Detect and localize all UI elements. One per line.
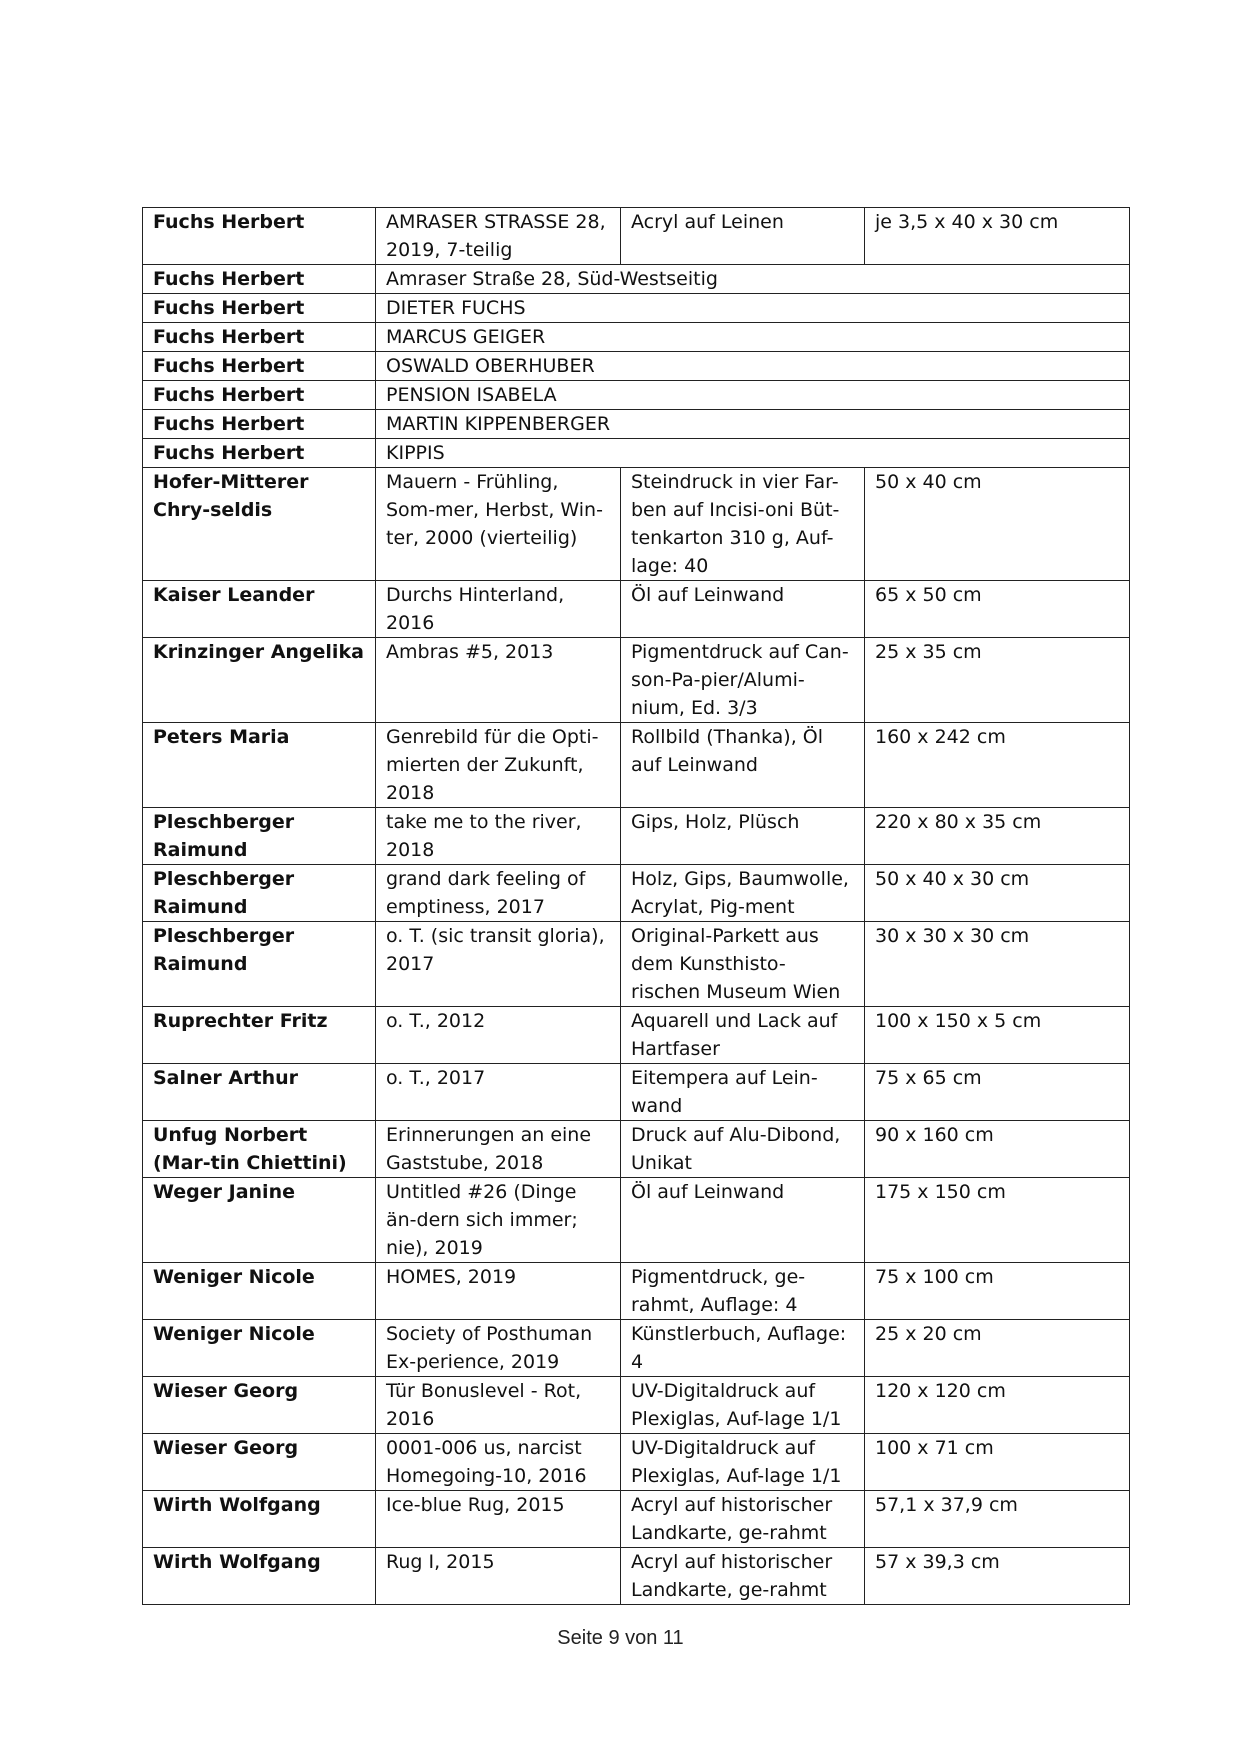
size-cell: 160 x 242 cm: [865, 723, 1130, 808]
table-row: [143, 265, 1130, 294]
artist-cell: Fuchs Herbert: [143, 439, 376, 468]
artist-cell: Pleschberger Raimund: [143, 808, 376, 865]
title-cell: Erinnerungen an eine Gaststube, 2018: [376, 1121, 621, 1178]
medium-cell: Druck auf Alu-Dibond, Unikat: [621, 1121, 865, 1178]
title-cell: grand dark feeling of emptiness, 2017: [376, 865, 621, 922]
size-cell: 100 x 150 x 5 cm: [865, 1007, 1130, 1064]
artist-cell: Fuchs Herbert: [143, 352, 376, 381]
artist-cell: Weniger Nicole: [143, 1263, 376, 1320]
table-row: [143, 1491, 1130, 1548]
title-cell: OSWALD OBERHUBER: [376, 352, 1130, 381]
title-cell: Tür Bonuslevel - Rot, 2016: [376, 1377, 621, 1434]
title-cell: Ice-blue Rug, 2015: [376, 1491, 621, 1548]
table-row: [143, 1548, 1130, 1605]
size-cell: 65 x 50 cm: [865, 581, 1130, 638]
title-cell: DIETER FUCHS: [376, 294, 1130, 323]
artist-cell: Wieser Georg: [143, 1434, 376, 1491]
artist-cell: Pleschberger Raimund: [143, 865, 376, 922]
artist-cell: Peters Maria: [143, 723, 376, 808]
size-cell: je 3,5 x 40 x 30 cm: [865, 208, 1130, 265]
medium-cell: Öl auf Leinwand: [621, 581, 865, 638]
table-row: [143, 1064, 1130, 1121]
size-cell: 175 x 150 cm: [865, 1178, 1130, 1263]
title-cell: o. T., 2012: [376, 1007, 621, 1064]
size-cell: 57 x 39,3 cm: [865, 1548, 1130, 1605]
artworks-table: [142, 207, 1130, 1605]
size-cell: 50 x 40 cm: [865, 468, 1130, 581]
medium-cell: Gips, Holz, Plüsch: [621, 808, 865, 865]
artist-cell: Fuchs Herbert: [143, 381, 376, 410]
title-cell: MARTIN KIPPENBERGER: [376, 410, 1130, 439]
size-cell: 25 x 35 cm: [865, 638, 1130, 723]
table-row: [143, 1178, 1130, 1263]
page-number: Seite 9 von 11: [557, 1627, 684, 1649]
title-cell: HOMES, 2019: [376, 1263, 621, 1320]
medium-cell: Original-Parkett aus dem Kunsthisto-rischen Museum Wien: [621, 922, 865, 1007]
title-cell: Amraser Straße 28, Süd-Westseitig: [376, 265, 1130, 294]
artist-cell: Kaiser Leander: [143, 581, 376, 638]
size-cell: 100 x 71 cm: [865, 1434, 1130, 1491]
title-cell: Ambras #5, 2013: [376, 638, 621, 723]
size-cell: 25 x 20 cm: [865, 1320, 1130, 1377]
table-row: [143, 1377, 1130, 1434]
artist-cell: Fuchs Herbert: [143, 265, 376, 294]
table-row: [143, 352, 1130, 381]
artworks-table-body: [143, 208, 1130, 1605]
medium-cell: Holz, Gips, Baumwolle, Acrylat, Pig-ment: [621, 865, 865, 922]
medium-cell: Acryl auf historischer Landkarte, ge-rahmt: [621, 1491, 865, 1548]
title-cell: PENSION ISABELA: [376, 381, 1130, 410]
size-cell: 220 x 80 x 35 cm: [865, 808, 1130, 865]
table-row: [143, 468, 1130, 581]
medium-cell: Aquarell und Lack auf Hartfaser: [621, 1007, 865, 1064]
medium-cell: Öl auf Leinwand: [621, 1178, 865, 1263]
table-row: [143, 323, 1130, 352]
artist-cell: Ruprechter Fritz: [143, 1007, 376, 1064]
size-cell: 50 x 40 x 30 cm: [865, 865, 1130, 922]
artist-cell: Weger Janine: [143, 1178, 376, 1263]
title-cell: Society of Posthuman Ex-perience, 2019: [376, 1320, 621, 1377]
medium-cell: Pigmentdruck auf Can-son-Pa-pier/Alumi-nium, Ed. 3/3: [621, 638, 865, 723]
artist-cell: Fuchs Herbert: [143, 410, 376, 439]
table-row: [143, 1434, 1130, 1491]
artist-cell: Wieser Georg: [143, 1377, 376, 1434]
table-row: [143, 1263, 1130, 1320]
medium-cell: UV-Digitaldruck auf Plexiglas, Auf-lage 1/1: [621, 1377, 865, 1434]
medium-cell: Rollbild (Thanka), Öl auf Leinwand: [621, 723, 865, 808]
table-row: [143, 865, 1130, 922]
medium-cell: Steindruck in vier Far-ben auf Incisi-oni Büt-tenkarton 310 g, Auf-lage: 40: [621, 468, 865, 581]
artist-cell: Unfug Norbert (Mar-tin Chiettini): [143, 1121, 376, 1178]
title-cell: 0001-006 us, narcist Homegoing-10, 2016: [376, 1434, 621, 1491]
table-row: [143, 1320, 1130, 1377]
table-row: [143, 638, 1130, 723]
title-cell: MARCUS GEIGER: [376, 323, 1130, 352]
size-cell: 30 x 30 x 30 cm: [865, 922, 1130, 1007]
table-row: [143, 1121, 1130, 1178]
size-cell: 120 x 120 cm: [865, 1377, 1130, 1434]
title-cell: Rug I, 2015: [376, 1548, 621, 1605]
artist-cell: Weniger Nicole: [143, 1320, 376, 1377]
table-row: [143, 208, 1130, 265]
table-row: [143, 581, 1130, 638]
medium-cell: Acryl auf Leinen: [621, 208, 865, 265]
medium-cell: Pigmentdruck, ge-rahmt, Auflage: 4: [621, 1263, 865, 1320]
title-cell: o. T., 2017: [376, 1064, 621, 1121]
artist-cell: Fuchs Herbert: [143, 323, 376, 352]
artist-cell: Fuchs Herbert: [143, 208, 376, 265]
table-row: [143, 410, 1130, 439]
table-row: [143, 381, 1130, 410]
table-row: [143, 294, 1130, 323]
medium-cell: UV-Digitaldruck auf Plexiglas, Auf-lage 1/1: [621, 1434, 865, 1491]
artist-cell: Wirth Wolfgang: [143, 1491, 376, 1548]
title-cell: AMRASER STRASSE 28, 2019, 7-teilig: [376, 208, 621, 265]
size-cell: 75 x 100 cm: [865, 1263, 1130, 1320]
title-cell: Mauern - Frühling, Som-mer, Herbst, Win-ter, 2000 (vierteilig): [376, 468, 621, 581]
title-cell: Durchs Hinterland, 2016: [376, 581, 621, 638]
medium-cell: Acryl auf historischer Landkarte, ge-rahmt: [621, 1548, 865, 1605]
table-row: [143, 1007, 1130, 1064]
artist-cell: Wirth Wolfgang: [143, 1548, 376, 1605]
table-row: [143, 922, 1130, 1007]
artist-cell: Salner Arthur: [143, 1064, 376, 1121]
title-cell: Genrebild für die Opti-mierten der Zukunft, 2018: [376, 723, 621, 808]
table-row: [143, 723, 1130, 808]
size-cell: 57,1 x 37,9 cm: [865, 1491, 1130, 1548]
title-cell: Untitled #26 (Dinge än-dern sich immer; nie), 2019: [376, 1178, 621, 1263]
title-cell: KIPPIS: [376, 439, 1130, 468]
table-row: [143, 439, 1130, 468]
title-cell: o. T. (sic transit gloria), 2017: [376, 922, 621, 1007]
artist-cell: Fuchs Herbert: [143, 294, 376, 323]
artist-cell: Krinzinger Angelika: [143, 638, 376, 723]
medium-cell: Künstlerbuch, Auflage: 4: [621, 1320, 865, 1377]
medium-cell: Eitempera auf Lein-wand: [621, 1064, 865, 1121]
artist-cell: Pleschberger Raimund: [143, 922, 376, 1007]
size-cell: 90 x 160 cm: [865, 1121, 1130, 1178]
table-row: [143, 808, 1130, 865]
artist-cell: Hofer-Mitterer Chry-seldis: [143, 468, 376, 581]
title-cell: take me to the river, 2018: [376, 808, 621, 865]
size-cell: 75 x 65 cm: [865, 1064, 1130, 1121]
